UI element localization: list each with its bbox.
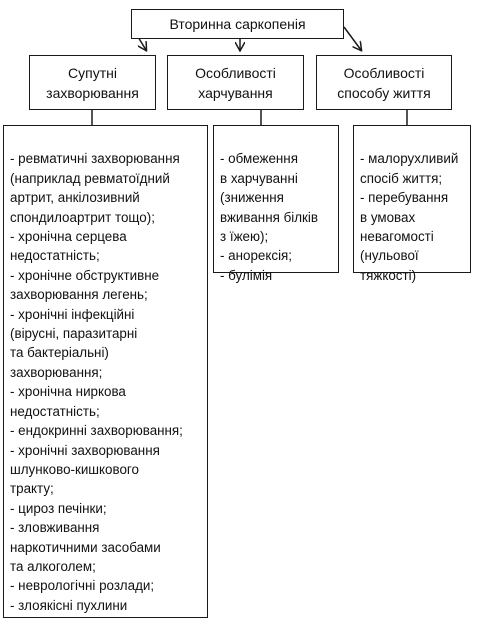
category-comorbidities-title: Супутні захворювання [46,64,139,101]
category-nutrition-header [167,55,304,110]
nutrition-list [213,125,339,283]
category-lifestyle-header [316,55,452,110]
category-comorbidities-header [29,55,156,110]
root-title: Вторинна саркопенія [169,16,306,32]
category-nutrition-title: Особливості харчування [195,64,276,101]
nutrition-items: - обмеження в харчуванні (зниження вживання білків з їжею); - анорексія; - булімія [220,151,318,283]
comorbidities-items: - ревматичні захворювання (наприклад ревматоїдний артрит, анкілозивний спондилоартрит тощо); - хронічна серцева недостатність; - хронічне обструктивне захворювання легень; - хронічні інфекційні (вірусні, паразитарні та бактеріальні) захворювання; - хронічна ниркова недостатність; - ендокринні захворювання; - хронічні захворювання шлунково-кишкового тракту; - цироз печінки; - зловживання наркотичними засобами та алкоголем; - неврологічні розлади; - злоякісні пухлини [10,151,183,613]
category-lifestyle-title: Особливості способу життя [337,64,431,101]
comorbidities-list [3,125,208,618]
root-node [131,9,344,39]
lifestyle-items: - малорухливий спосіб життя; - перебування в умовах невагомості (нульової тяжкості) [360,151,459,283]
arrow-to-lifestyle [344,27,361,50]
lifestyle-list [353,125,471,283]
